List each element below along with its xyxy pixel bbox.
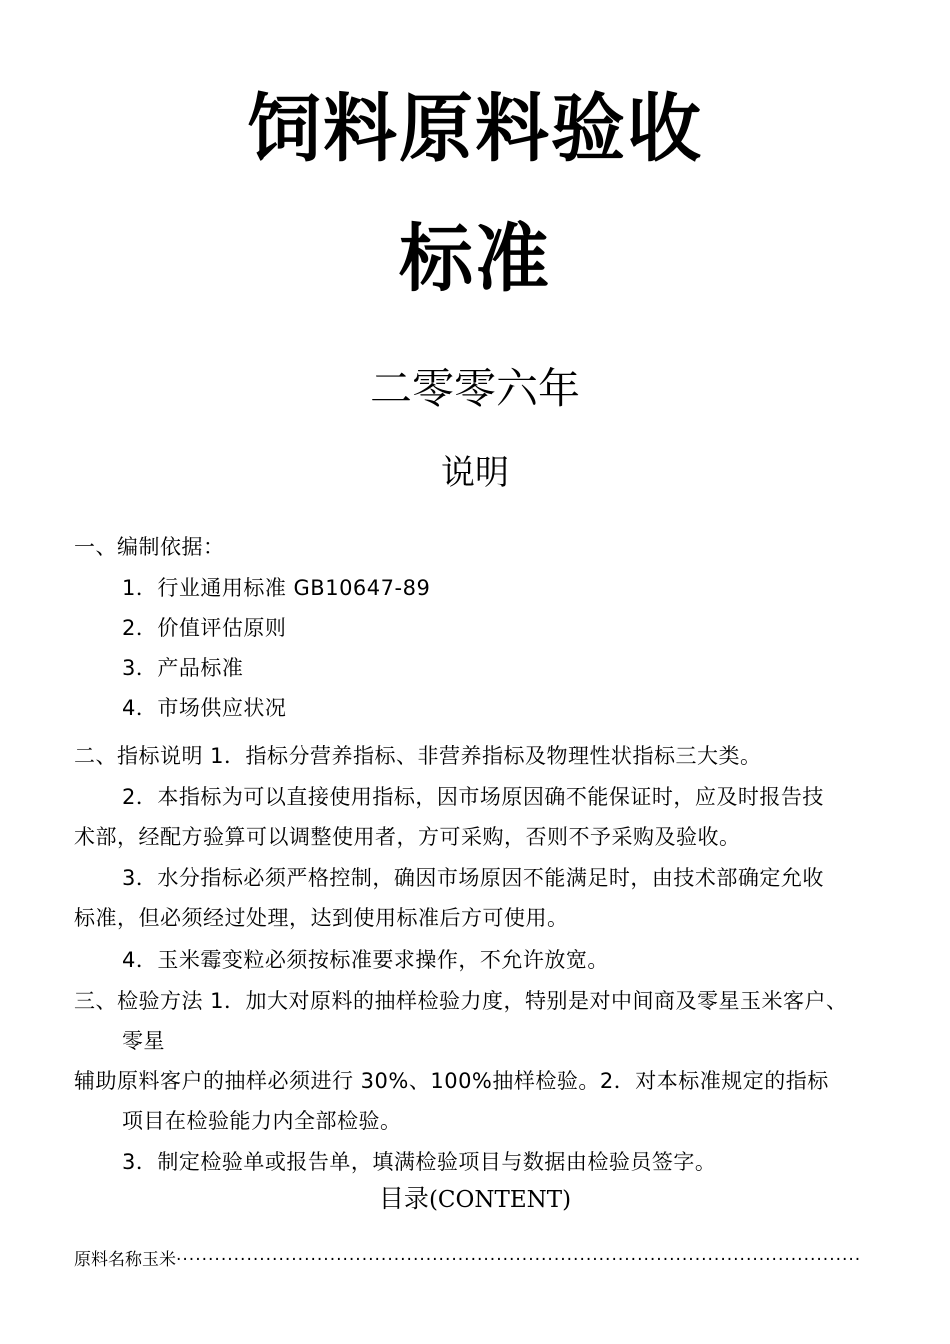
toc-title-cn: 目录: [378, 1184, 429, 1213]
indicator-paragraph-line: 3．水分指标必须严格控制，确因市场原因不能满足时，由技术部确定允收: [122, 866, 824, 890]
basis-item: 2．价值评估原则: [122, 616, 287, 640]
indicator-paragraph-line: 二、指标说明 1．指标分营养指标、非营养指标及物理性状指标三大类。: [74, 744, 762, 768]
indicator-paragraph-line: 2．本指标为可以直接使用指标，因市场原因确不能保证时，应及时报告技: [122, 785, 824, 809]
toc-entry-label: 原料名称玉米: [74, 1250, 176, 1270]
indicator-paragraph-line: 术部，经配方验算可以调整使用者，方可采购，否则不予采购及验收。: [74, 825, 741, 849]
toc-entry[interactable]: [74, 1252, 860, 1269]
inspection-paragraph-line: 3．制定检验单或报告单，填满检验项目与数据由检验员签字。: [122, 1150, 717, 1174]
basis-heading: 一、编制依据：: [74, 535, 225, 559]
basis-item: 1．行业通用标准 GB10647-89: [122, 576, 431, 600]
indicator-paragraph-line: 标准，但必须经过处理，达到使用标准后方可使用。: [74, 906, 569, 930]
inspection-paragraph-line: 三、检验方法 1．加大对原料的抽样检验力度，特别是对中间商及零星玉米客户、: [74, 989, 848, 1013]
toc-title: [0, 1186, 950, 1212]
toc-title-en: (CONTENT): [428, 1187, 572, 1213]
inspection-paragraph-line: 零星: [122, 1029, 165, 1053]
basis-item: 3．产品标准: [122, 656, 244, 680]
inspection-paragraph-line: 项目在检验能力内全部检验。: [122, 1109, 402, 1133]
section-heading: 说明: [441, 453, 509, 493]
toc-dot-leader: [176, 1252, 860, 1269]
inspection-paragraph-line: 辅助原料客户的抽样必须进行 30%、100%抽样检验。2．对本标准规定的指标: [74, 1069, 829, 1093]
basis-item: 4．市场供应状况: [122, 696, 287, 720]
document-title-line2: 标准: [399, 216, 551, 302]
indicator-paragraph-line: 4．玉米霉变粒必须按标准要求操作，不允许放宽。: [122, 948, 609, 972]
document-year: 二零零六年: [369, 364, 580, 413]
document-title-line1: 饲料原料验收: [247, 86, 703, 172]
